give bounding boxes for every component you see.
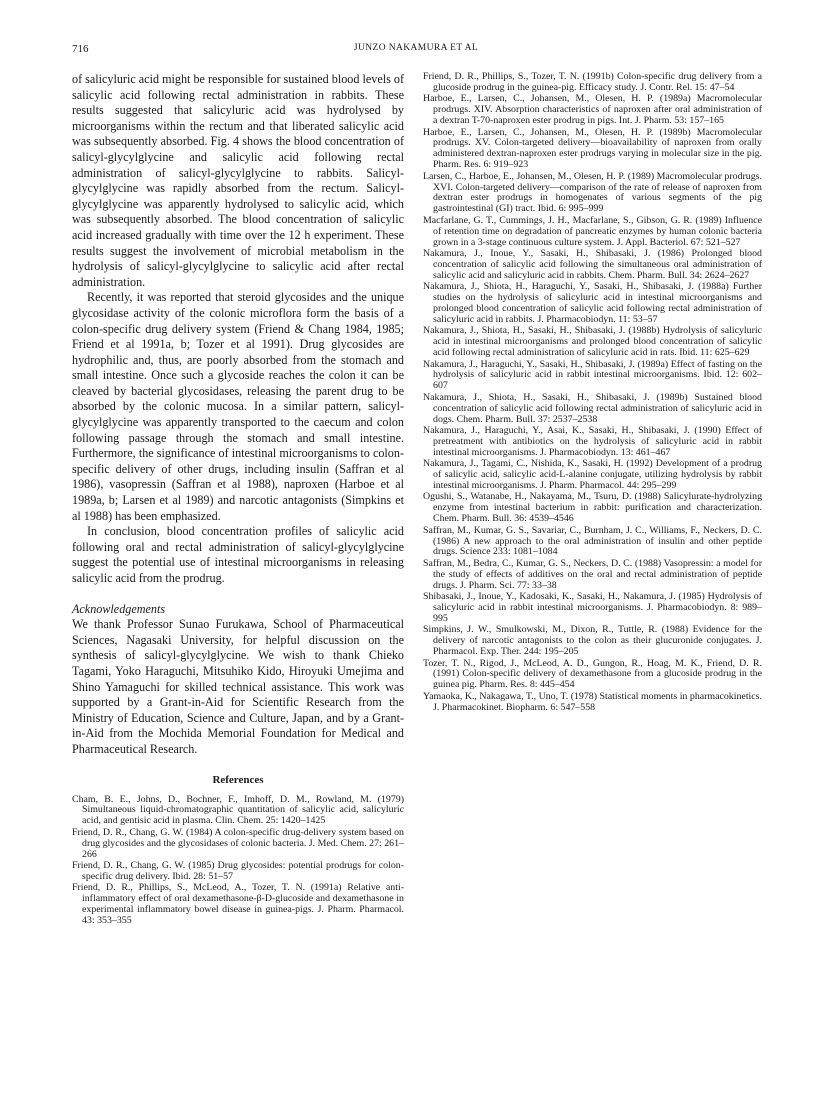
- reference-item: Nakamura, J., Haraguchi, Y., Sasaki, H., Shibasaki, J. (1989a) Effect of fasting on the hydrolysis of salicyluric acid in rabbit intestinal microorganisms. Ibid. 12: 602–607: [423, 358, 762, 392]
- body-paragraph: of salicyluric acid might be responsible for sustained blood levels of salicylic acid following rectal administration in rabbits. These results suggested that salicyluric acid was hydrolysed by microorganisms within the rectum and that liberated salicylic acid was subsequently absorbed. Fig. 4 shows the blood concentration of salicyl-glycylglycine and salicylic acid following rectal administration of salicyl-glycylglycine to rabbits. Salicyl-glycylglycine was rapidly absorbed from the rectum. Salicyl-glycylglycine was apparently hydrolysed to salicylic acid, which was subsequently absorbed. The blood concentration of salicylic acid increased gradually with time over the 12 h experiment. These results suggest the involvement of microbial metabolism in the hydrolysis of salicyl-glycylglycine to salicylic acid after rectal administration.: [72, 72, 404, 289]
- reference-item: Simpkins, J. W., Smulkowski, M., Dixon, R., Tuttle, R. (1988) Evidence for the delivery of narcotic antagonists to the colon as their glucuronide conjugates. J. Pharmacol. Exp. Ther. 244: 195–205: [423, 624, 762, 658]
- reference-item: Cham, B. E., Johns, D., Bochner, F., Imhoff, D. M., Rowland, M. (1979) Simultaneous liquid-chromatographic quantitation of salicylic acid, salicyluric acid, and gentisic acid in plasma. Clin. Chem. 25: 1420–1425: [72, 793, 404, 827]
- reference-item: Nakamura, J., Shiota, H., Sasaki, H., Shibasaki, J. (1989b) Sustained blood concentration of salicylic acid following rectal administration of salicyluric acid in dogs. Chem. Pharm. Bull. 37: 2537–2538: [423, 391, 762, 425]
- page-header: [72, 43, 760, 59]
- reference-item: Nakamura, J., Shiota, H., Sasaki, H., Shibasaki, J. (1988b) Hydrolysis of salicyluric acid in intestinal microorganisms and prolonged blood concentration of salicylic acid following rectal administration of salicyluric acid in rats. Ibid. 11: 625–629: [423, 325, 762, 359]
- body-paragraph: Recently, it was reported that steroid glycosides and the unique glycosidase activity of the colonic microflora form the basis of a colon-specific drug delivery system (Friend & Chang 1984, 1985; Friend et al 1991a, b; Tozer et al 1991). Drug glycosides are hydrophilic and, thus, are poorly absorbed from the stomach and small intestine. Once such a glycoside reaches the colon it can be cleaved by bacterial glycosidases, releasing the parent drug to be absorbed by the colonic mucosa. In a similar pattern, salicyl-glycylglycine was apparently transported to the caecum and colon following passage through the stomach and small intestine. Furthermore, the significance of intestinal microorganisms to colon-specific delivery of other drugs, including insulin (Saffran et al 1986), vasopressin (Saffran et al 1988), naproxen (Harboe et al 1989a, b; Larsen et al 1989) and narcotic antagonists (Simpkins et al 1988) has been emphasized.: [72, 290, 404, 523]
- reference-list-left: [72, 795, 404, 927]
- reference-item: Friend, D. R., Phillips, S., Tozer, T. N. (1991b) Colon-specific drug delivery from a glucoside prodrug in the guinea-pig. Efficacy study. J. Contr. Rel. 15: 47–54: [423, 71, 762, 93]
- reference-item: Harboe, E., Larsen, C., Johansen, M., Olesen, H. P. (1989b) Macromolecular prodrugs. XV. Colon-targeted delivery—bioavailability of naproxen from orally administered dextran-naproxen ester prodrugs varying in molecular size in the pig. Pharm. Res. 6: 919–923: [423, 126, 762, 171]
- reference-item: Nakamura, J., Tagami, C., Nishida, K., Sasaki, H. (1992) Development of a prodrug of salicylic acid, salicylic acid-L-alanine conjugate, utilizing hydrolysis by rabbit intestinal microorganisms. J. Pharm. Pharmacol. 44: 295–299: [423, 458, 762, 492]
- page-number: 716: [72, 43, 89, 55]
- reference-item: Friend, D. R., Chang, G. W. (1985) Drug glycosides: potential prodrugs for colon-specific drug delivery. Ibid. 28: 51–57: [72, 859, 404, 882]
- reference-item: Friend, D. R., Phillips, S., McLeod, A., Tozer, T. N. (1991a) Relative anti-inflammatory effect of oral dexamethasone-β-D-glucoside and dexamethasone in experimental inflammatory bowel disease in guinea-pigs. J. Pharm. Pharmacol. 43: 353–355: [72, 882, 404, 926]
- reference-item: Shibasaki, J., Inoue, Y., Kadosaki, K., Sasaki, H., Nakamura, J. (1985) Hydrolysis of salicyluric acid in rabbit intestinal microorganisms. J. Pharmacobiodyn. 8: 989–995: [423, 591, 762, 624]
- reference-item: Nakamura, J., Shiota, H., Haraguchi, Y., Sasaki, H., Shibasaki, J. (1988a) Further studies on the hydrolysis of salicyluric acid in intestinal microorganisms and prolonged blood concentration of salicylic acid following rectal administration of salicyluric acid in rabbits. J. Pharmacobiodyn. 11: 53–57: [423, 281, 762, 325]
- reference-list-right: [423, 72, 762, 714]
- reference-item: Harboe, E., Larsen, C., Johansen, M., Olesen, H. P. (1989a) Macromolecular prodrugs. XIV. Absorption characteristics of naproxen after oral administration of a dextran T-70-naproxen ester prodrug in pigs. Int. J. Pharm. 53: 157–165: [423, 93, 762, 127]
- reference-item: Larsen, C., Harboe, E., Johansen, M., Olesen, H. P. (1989) Macromolecular prodrugs. XVI. Colon-targeted delivery—comparison of the rate of release of naproxen from dextran ester prodrugs in homogenates of various segments of the pig gastrointestinal (GI) tract. Ibid. 6: 995–999: [423, 170, 762, 215]
- reference-item: Nakamura, J., Haraguchi, Y., Asai, K., Sasaki, H., Shibasaki, J. (1990) Effect of pretreatment with antibiotics on the hydrolysis of salicyluric acid in rabbit intestinal microorganisms. J. Pharmacobiodyn. 13: 461–467: [423, 425, 762, 458]
- reference-item: Macfarlane, G. T., Cummings, J. H., Macfarlane, S., Gibson, G. R. (1989) Influence of retention time on degradation of pancreatic enzymes by human colonic bacteria grown in a 3-stage continuous culture system. J. Appl. Bacteriol. 67: 521–527: [423, 214, 762, 248]
- references-heading: References: [212, 773, 264, 786]
- reference-item: Nakamura, J., Inoue, Y., Sasaki, H., Shibasaki, J. (1986) Prolonged blood concentration of salicylic acid following the simultaneous oral administration of salicylic acid and salicyluric acid in rabbits. Chem. Pharm. Bull. 34: 2624–2627: [423, 248, 762, 281]
- reference-item: Saffran, M., Kumar, G. S., Savariar, C., Burnham, J. C., Williams, F., Neckers, D. C. (1986) A new approach to the oral administration of insulin and other peptide drugs. Science 233: 1081–1084: [423, 524, 762, 558]
- acknowledgements-text: We thank Professor Sunao Furukawa, School of Pharmaceutical Sciences, Nagasaki University, for helpful discussion on the synthesis of salicyl-glycylglycine. We wish to thank Chieko Tagami, Yoko Haraguchi, Mitsuhiko Kido, Hiroyuki Umejima and Shino Yamaguchi for skilled technical assistance. This work was supported by a Grant-in-Aid for Scientific Research from the Ministry of Education, Science and Culture, Japan, and by a Grant-in-Aid from the Mochida Memorial Foundation for Medical and Pharmaceutical Research.: [72, 617, 404, 756]
- reference-item: Tozer, T. N., Rigod, J., McLeod, A. D., Gungon, R., Hoag, M. K., Friend, D. R. (1991) Colon-specific delivery of dexamethasone from a glucoside prodrug in the guinea pig. Pharm. Res. 8: 445–454: [423, 657, 762, 691]
- acknowledgements-heading: Acknowledgements: [72, 601, 166, 616]
- body-paragraph: In conclusion, blood concentration profiles of salicylic acid following oral and rectal administration of salicyl-glycylglycine suggest the potential use of intestinal microorganisms in releasing salicylic acid from the prodrug.: [72, 524, 404, 585]
- reference-item: Friend, D. R., Chang, G. W. (1984) A colon-specific drug-delivery system based on drug glycosides and the glycosidases of colonic bacteria. J. Med. Chem. 27: 261–266: [72, 826, 404, 860]
- left-column: [72, 72, 404, 927]
- reference-item: Saffran, M., Bedra, C., Kumar, G. S., Neckers, D. C. (1988) Vasopressin: a model for the study of effects of additives on the oral and rectal administration of peptide drugs. J. Pharm. Sci. 77: 33–38: [423, 557, 762, 591]
- reference-item: Ogushi, S., Watanabe, H., Nakayama, M., Tsuru, D. (1988) Salicylurate-hydrolyzing enzyme from intestinal bacterium in rabbit: purification and characterization. Chem. Pharm. Bull. 36: 4539–4546: [423, 491, 762, 525]
- running-head: JUNZO NAKAMURA ET AL: [353, 43, 479, 53]
- right-column: [423, 72, 762, 714]
- reference-item: Yamaoka, K., Nakagawa, T., Uno, T. (1978) Statistical moments in pharmacokinetics. J. Pharmacokinet. Biopharm. 6: 547–558: [423, 690, 762, 713]
